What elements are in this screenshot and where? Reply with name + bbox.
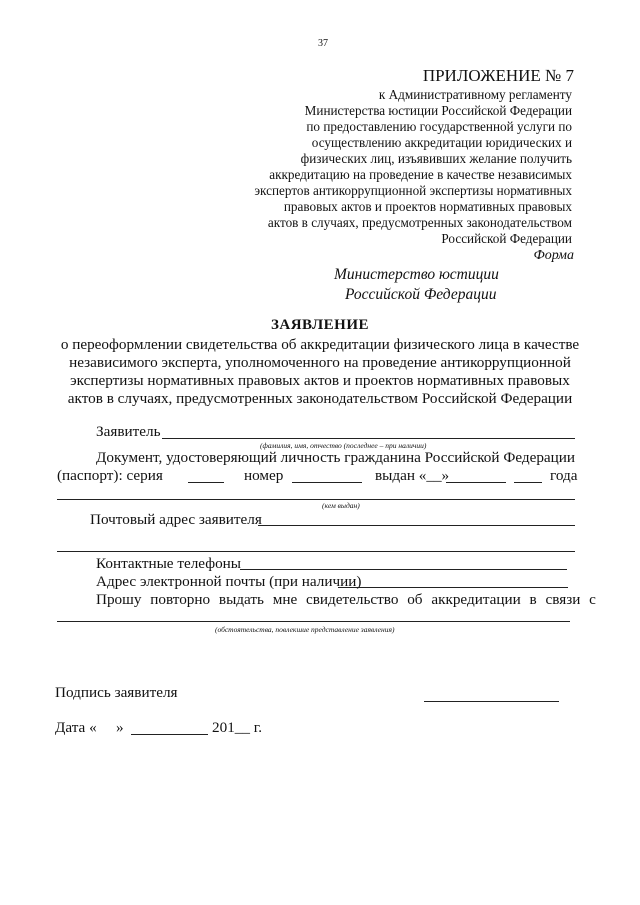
date-month-field[interactable]	[131, 734, 208, 735]
date-label-close: »	[116, 719, 124, 736]
issued-month-field[interactable]	[446, 482, 506, 483]
circumstances-field[interactable]	[57, 621, 570, 622]
postal-address-label: Почтовый адрес заявителя	[90, 511, 262, 528]
passport-number-field[interactable]	[292, 482, 362, 483]
applicant-field[interactable]	[162, 438, 575, 439]
phones-field[interactable]	[240, 569, 567, 570]
statement-subtitle: о переоформлении свидетельства об аккредитации физического лица в качестве	[60, 336, 580, 353]
annex-line: экспертов антикоррупционной экспертизы нормативных	[254, 183, 572, 198]
statement-subtitle: актов в случаях, предусмотренных законодательством Российской Федерации	[67, 390, 573, 407]
annex-line: Министерства юстиции Российской Федерации	[304, 103, 572, 118]
page-number: 37	[318, 38, 328, 49]
passport-series-field[interactable]	[188, 482, 224, 483]
ministry-name: Российской Федерации	[345, 286, 497, 303]
form-label: Форма	[533, 248, 574, 263]
date-day-field[interactable]	[100, 734, 110, 735]
signature-field[interactable]	[424, 701, 559, 702]
applicant-label: Заявитель	[96, 423, 161, 440]
phones-label: Контактные телефоны	[96, 555, 241, 572]
date-year: 201__ г.	[212, 719, 263, 736]
issued-year-field[interactable]	[514, 482, 542, 483]
issued-by-field[interactable]	[57, 499, 575, 500]
statement-subtitle: экспертизы нормативных правовых актов и проектов нормативных правовых	[70, 372, 570, 389]
date-label-open: Дата «	[55, 719, 97, 736]
statement-title: ЗАЯВЛЕНИЕ	[270, 317, 370, 333]
postal-address-field-2[interactable]	[57, 551, 575, 552]
document-label: Документ, удостоверяющий личность гражданина Российской Федерации	[96, 449, 576, 466]
email-label: Адрес электронной почты (при наличии)	[96, 573, 362, 590]
circumstances-caption: (обстоятельства, повлекшие представление заявления)	[215, 625, 395, 634]
statement-subtitle: независимого эксперта, уполномоченного на проведение антикоррупционной	[69, 354, 571, 371]
annex-title: ПРИЛОЖЕНИЕ № 7	[422, 66, 574, 85]
postal-address-field[interactable]	[258, 525, 575, 526]
annex-line: по предоставлению государственной услуги по	[306, 119, 572, 134]
request-text: Прошу повторно выдать мне свидетельство об аккредитации в связи с	[96, 591, 596, 608]
annex-line: к Административному регламенту	[378, 87, 572, 102]
year-label: года	[550, 467, 578, 484]
annex-line: Российской Федерации	[441, 231, 572, 246]
annex-line: актов в случаях, предусмотренных законодательством	[267, 215, 572, 230]
applicant-caption: (фамилия, имя, отчество (последнее – при наличии)	[260, 441, 427, 450]
issued-by-caption: (кем выдан)	[322, 501, 360, 510]
signature-label: Подпись заявителя	[55, 684, 178, 701]
issued-label: выдан «__»	[375, 467, 450, 484]
annex-line: физических лиц, изъявивших желание получить	[300, 151, 572, 166]
annex-line: аккредитацию на проведение в качестве независимых	[269, 167, 572, 182]
annex-line: правовых актов и проектов нормативных правовых	[283, 199, 572, 214]
passport-series-label: (паспорт): серия	[57, 467, 163, 484]
passport-number-label: номер	[244, 467, 284, 484]
ministry-name: Министерство юстиции	[334, 266, 499, 283]
email-field[interactable]	[338, 587, 568, 588]
annex-line: осуществлению аккредитации юридических и	[311, 135, 572, 150]
